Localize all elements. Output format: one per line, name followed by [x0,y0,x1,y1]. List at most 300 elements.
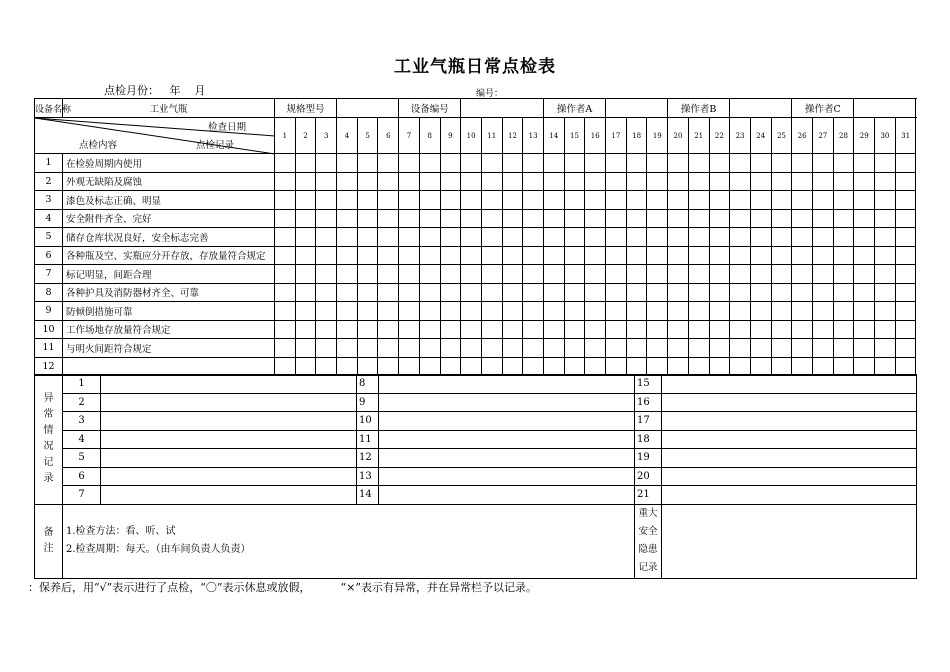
check-cell[interactable] [502,154,523,173]
check-cell[interactable] [275,283,296,302]
check-cell[interactable] [543,357,564,376]
check-cell[interactable] [275,302,296,321]
check-cell[interactable] [688,265,709,284]
check-cell[interactable] [875,283,896,302]
abnormal-entry[interactable] [662,430,917,449]
abnormal-entry[interactable] [101,486,357,505]
check-cell[interactable] [895,191,916,210]
check-cell[interactable] [875,209,896,228]
check-cell[interactable] [481,172,502,191]
check-cell[interactable] [709,320,730,339]
abnormal-entry[interactable] [379,486,635,505]
check-cell[interactable] [833,339,854,358]
check-cell[interactable] [357,302,378,321]
check-cell[interactable] [399,265,420,284]
check-cell[interactable] [461,172,482,191]
check-cell[interactable] [709,265,730,284]
check-cell[interactable] [399,283,420,302]
check-cell[interactable] [875,302,896,321]
check-cell[interactable] [337,357,358,376]
check-cell[interactable] [523,154,544,173]
check-cell[interactable] [502,357,523,376]
check-cell[interactable] [543,339,564,358]
check-cell[interactable] [875,228,896,247]
check-cell[interactable] [337,172,358,191]
check-cell[interactable] [854,209,875,228]
check-cell[interactable] [523,339,544,358]
check-cell[interactable] [419,283,440,302]
check-cell[interactable] [399,191,420,210]
check-cell[interactable] [709,283,730,302]
check-cell[interactable] [440,191,461,210]
check-cell[interactable] [440,246,461,265]
abnormal-entry[interactable] [101,430,357,449]
check-cell[interactable] [647,154,668,173]
check-cell[interactable] [419,172,440,191]
check-cell[interactable] [337,265,358,284]
check-cell[interactable] [792,265,813,284]
check-cell[interactable] [378,246,399,265]
check-cell[interactable] [606,209,627,228]
check-cell[interactable] [668,246,689,265]
abnormal-entry[interactable] [379,430,635,449]
check-cell[interactable] [481,339,502,358]
check-cell[interactable] [275,265,296,284]
check-cell[interactable] [833,302,854,321]
check-cell[interactable] [461,191,482,210]
check-cell[interactable] [854,228,875,247]
check-cell[interactable] [688,172,709,191]
check-cell[interactable] [626,357,647,376]
check-cell[interactable] [295,228,316,247]
check-cell[interactable] [543,172,564,191]
check-cell[interactable] [275,246,296,265]
abnormal-entry[interactable] [379,467,635,486]
check-cell[interactable] [730,228,751,247]
check-cell[interactable] [750,302,771,321]
check-cell[interactable] [730,246,751,265]
check-cell[interactable] [275,154,296,173]
check-cell[interactable] [647,265,668,284]
check-cell[interactable] [730,339,751,358]
check-cell[interactable] [647,209,668,228]
check-cell[interactable] [295,246,316,265]
check-cell[interactable] [730,265,751,284]
check-cell[interactable] [275,339,296,358]
check-cell[interactable] [461,154,482,173]
check-cell[interactable] [626,283,647,302]
check-cell[interactable] [895,154,916,173]
check-cell[interactable] [709,209,730,228]
check-cell[interactable] [585,209,606,228]
check-cell[interactable] [709,339,730,358]
check-cell[interactable] [833,283,854,302]
check-cell[interactable] [647,302,668,321]
check-cell[interactable] [585,265,606,284]
check-cell[interactable] [275,320,296,339]
check-cell[interactable] [399,339,420,358]
check-cell[interactable] [895,228,916,247]
check-cell[interactable] [875,320,896,339]
check-cell[interactable] [854,283,875,302]
major-hazard-entry[interactable] [662,504,917,578]
check-cell[interactable] [440,228,461,247]
check-cell[interactable] [626,246,647,265]
check-cell[interactable] [419,320,440,339]
check-cell[interactable] [833,246,854,265]
check-cell[interactable] [337,339,358,358]
check-cell[interactable] [337,302,358,321]
check-cell[interactable] [895,246,916,265]
check-cell[interactable] [730,320,751,339]
check-cell[interactable] [750,246,771,265]
check-cell[interactable] [461,302,482,321]
check-cell[interactable] [523,320,544,339]
check-cell[interactable] [337,209,358,228]
check-cell[interactable] [378,320,399,339]
check-cell[interactable] [295,283,316,302]
check-cell[interactable] [812,154,833,173]
check-cell[interactable] [564,357,585,376]
check-cell[interactable] [523,265,544,284]
check-cell[interactable] [316,320,337,339]
check-cell[interactable] [771,172,792,191]
check-cell[interactable] [771,320,792,339]
check-cell[interactable] [854,172,875,191]
check-cell[interactable] [357,246,378,265]
check-cell[interactable] [419,246,440,265]
check-cell[interactable] [585,172,606,191]
check-cell[interactable] [854,339,875,358]
check-cell[interactable] [440,357,461,376]
check-cell[interactable] [647,357,668,376]
check-cell[interactable] [792,154,813,173]
check-cell[interactable] [812,172,833,191]
check-cell[interactable] [626,228,647,247]
check-cell[interactable] [895,302,916,321]
check-cell[interactable] [688,246,709,265]
check-cell[interactable] [668,265,689,284]
check-cell[interactable] [833,265,854,284]
check-cell[interactable] [585,339,606,358]
check-cell[interactable] [668,172,689,191]
check-cell[interactable] [378,283,399,302]
check-cell[interactable] [481,265,502,284]
check-cell[interactable] [337,228,358,247]
check-cell[interactable] [812,320,833,339]
check-cell[interactable] [316,228,337,247]
check-cell[interactable] [357,209,378,228]
check-cell[interactable] [771,246,792,265]
check-cell[interactable] [792,246,813,265]
check-cell[interactable] [626,154,647,173]
check-cell[interactable] [440,154,461,173]
check-cell[interactable] [792,302,813,321]
check-cell[interactable] [461,246,482,265]
check-cell[interactable] [481,246,502,265]
check-cell[interactable] [730,302,751,321]
check-cell[interactable] [792,283,813,302]
check-cell[interactable] [668,228,689,247]
check-cell[interactable] [564,209,585,228]
abnormal-entry[interactable] [101,467,357,486]
check-cell[interactable] [647,320,668,339]
check-cell[interactable] [875,172,896,191]
check-cell[interactable] [626,265,647,284]
check-cell[interactable] [585,191,606,210]
check-cell[interactable] [481,357,502,376]
check-cell[interactable] [523,191,544,210]
check-cell[interactable] [543,283,564,302]
check-cell[interactable] [875,154,896,173]
check-cell[interactable] [668,320,689,339]
check-cell[interactable] [771,357,792,376]
check-cell[interactable] [543,228,564,247]
check-cell[interactable] [585,357,606,376]
check-cell[interactable] [337,283,358,302]
check-cell[interactable] [626,172,647,191]
check-cell[interactable] [502,320,523,339]
check-cell[interactable] [399,228,420,247]
check-cell[interactable] [585,320,606,339]
check-cell[interactable] [895,172,916,191]
check-cell[interactable] [295,265,316,284]
check-cell[interactable] [316,265,337,284]
check-cell[interactable] [875,246,896,265]
abnormal-entry[interactable] [101,449,357,468]
check-cell[interactable] [668,154,689,173]
check-cell[interactable] [523,209,544,228]
check-cell[interactable] [833,191,854,210]
check-cell[interactable] [378,154,399,173]
check-cell[interactable] [606,172,627,191]
check-cell[interactable] [730,172,751,191]
check-cell[interactable] [709,246,730,265]
check-cell[interactable] [585,154,606,173]
check-cell[interactable] [316,283,337,302]
check-cell[interactable] [750,172,771,191]
check-cell[interactable] [461,228,482,247]
check-cell[interactable] [771,283,792,302]
check-cell[interactable] [543,302,564,321]
check-cell[interactable] [647,283,668,302]
check-cell[interactable] [895,339,916,358]
check-cell[interactable] [854,302,875,321]
check-cell[interactable] [461,209,482,228]
check-cell[interactable] [792,172,813,191]
check-cell[interactable] [502,191,523,210]
check-cell[interactable] [812,357,833,376]
check-cell[interactable] [564,265,585,284]
check-cell[interactable] [440,320,461,339]
check-cell[interactable] [875,191,896,210]
check-cell[interactable] [419,154,440,173]
check-cell[interactable] [440,283,461,302]
check-cell[interactable] [481,209,502,228]
check-cell[interactable] [378,191,399,210]
check-cell[interactable] [440,339,461,358]
check-cell[interactable] [688,283,709,302]
check-cell[interactable] [606,302,627,321]
check-cell[interactable] [337,191,358,210]
check-cell[interactable] [502,339,523,358]
check-cell[interactable] [502,228,523,247]
check-cell[interactable] [502,209,523,228]
check-cell[interactable] [812,209,833,228]
check-cell[interactable] [295,191,316,210]
abnormal-entry[interactable] [662,412,917,431]
check-cell[interactable] [750,283,771,302]
check-cell[interactable] [730,154,751,173]
check-cell[interactable] [440,172,461,191]
check-cell[interactable] [564,339,585,358]
check-cell[interactable] [399,357,420,376]
check-cell[interactable] [895,283,916,302]
check-cell[interactable] [688,339,709,358]
check-cell[interactable] [461,265,482,284]
check-cell[interactable] [295,154,316,173]
check-cell[interactable] [833,209,854,228]
check-cell[interactable] [357,191,378,210]
check-cell[interactable] [378,265,399,284]
check-cell[interactable] [626,209,647,228]
check-cell[interactable] [688,302,709,321]
check-cell[interactable] [399,172,420,191]
check-cell[interactable] [357,283,378,302]
check-cell[interactable] [833,320,854,339]
check-cell[interactable] [833,172,854,191]
check-cell[interactable] [502,265,523,284]
check-cell[interactable] [564,191,585,210]
check-cell[interactable] [275,191,296,210]
check-cell[interactable] [481,302,502,321]
check-cell[interactable] [523,357,544,376]
check-cell[interactable] [895,209,916,228]
check-cell[interactable] [812,339,833,358]
check-cell[interactable] [399,302,420,321]
check-cell[interactable] [647,246,668,265]
check-cell[interactable] [295,320,316,339]
check-cell[interactable] [668,339,689,358]
check-cell[interactable] [709,172,730,191]
check-cell[interactable] [419,265,440,284]
check-cell[interactable] [771,209,792,228]
check-cell[interactable] [357,154,378,173]
check-cell[interactable] [854,246,875,265]
abnormal-entry[interactable] [662,393,917,412]
check-cell[interactable] [709,357,730,376]
check-cell[interactable] [606,154,627,173]
check-cell[interactable] [502,246,523,265]
check-cell[interactable] [461,320,482,339]
check-cell[interactable] [275,172,296,191]
check-cell[interactable] [357,172,378,191]
check-cell[interactable] [750,357,771,376]
check-cell[interactable] [626,302,647,321]
check-cell[interactable] [543,246,564,265]
check-cell[interactable] [647,339,668,358]
check-cell[interactable] [792,320,813,339]
check-cell[interactable] [295,302,316,321]
check-cell[interactable] [688,357,709,376]
check-cell[interactable] [316,172,337,191]
abnormal-entry[interactable] [101,375,357,394]
check-cell[interactable] [606,357,627,376]
check-cell[interactable] [626,191,647,210]
check-cell[interactable] [543,191,564,210]
check-cell[interactable] [709,302,730,321]
abnormal-entry[interactable] [101,412,357,431]
check-cell[interactable] [750,209,771,228]
check-cell[interactable] [481,154,502,173]
check-cell[interactable] [812,283,833,302]
check-cell[interactable] [647,172,668,191]
abnormal-entry[interactable] [662,486,917,505]
check-cell[interactable] [316,154,337,173]
check-cell[interactable] [771,302,792,321]
check-cell[interactable] [812,191,833,210]
check-cell[interactable] [564,228,585,247]
check-cell[interactable] [461,283,482,302]
check-cell[interactable] [771,265,792,284]
check-cell[interactable] [316,302,337,321]
check-cell[interactable] [543,154,564,173]
check-cell[interactable] [606,246,627,265]
check-cell[interactable] [833,154,854,173]
check-cell[interactable] [771,339,792,358]
check-cell[interactable] [647,191,668,210]
check-cell[interactable] [771,228,792,247]
check-cell[interactable] [295,339,316,358]
check-cell[interactable] [895,265,916,284]
check-cell[interactable] [337,246,358,265]
abnormal-entry[interactable] [379,449,635,468]
check-cell[interactable] [399,246,420,265]
check-cell[interactable] [419,357,440,376]
check-cell[interactable] [854,320,875,339]
check-cell[interactable] [523,172,544,191]
check-cell[interactable] [585,246,606,265]
abnormal-entry[interactable] [101,393,357,412]
check-cell[interactable] [750,265,771,284]
check-cell[interactable] [688,228,709,247]
check-cell[interactable] [357,357,378,376]
check-cell[interactable] [771,191,792,210]
check-cell[interactable] [399,154,420,173]
check-cell[interactable] [730,191,751,210]
check-cell[interactable] [854,265,875,284]
check-cell[interactable] [543,209,564,228]
check-cell[interactable] [419,191,440,210]
check-cell[interactable] [502,172,523,191]
check-cell[interactable] [606,320,627,339]
check-cell[interactable] [688,320,709,339]
check-cell[interactable] [378,172,399,191]
check-cell[interactable] [626,320,647,339]
check-cell[interactable] [606,339,627,358]
check-cell[interactable] [606,191,627,210]
check-cell[interactable] [481,191,502,210]
check-cell[interactable] [295,209,316,228]
abnormal-entry[interactable] [379,375,635,394]
check-cell[interactable] [461,339,482,358]
check-cell[interactable] [523,283,544,302]
check-cell[interactable] [523,246,544,265]
check-cell[interactable] [564,302,585,321]
check-cell[interactable] [399,320,420,339]
check-cell[interactable] [668,283,689,302]
check-cell[interactable] [668,209,689,228]
